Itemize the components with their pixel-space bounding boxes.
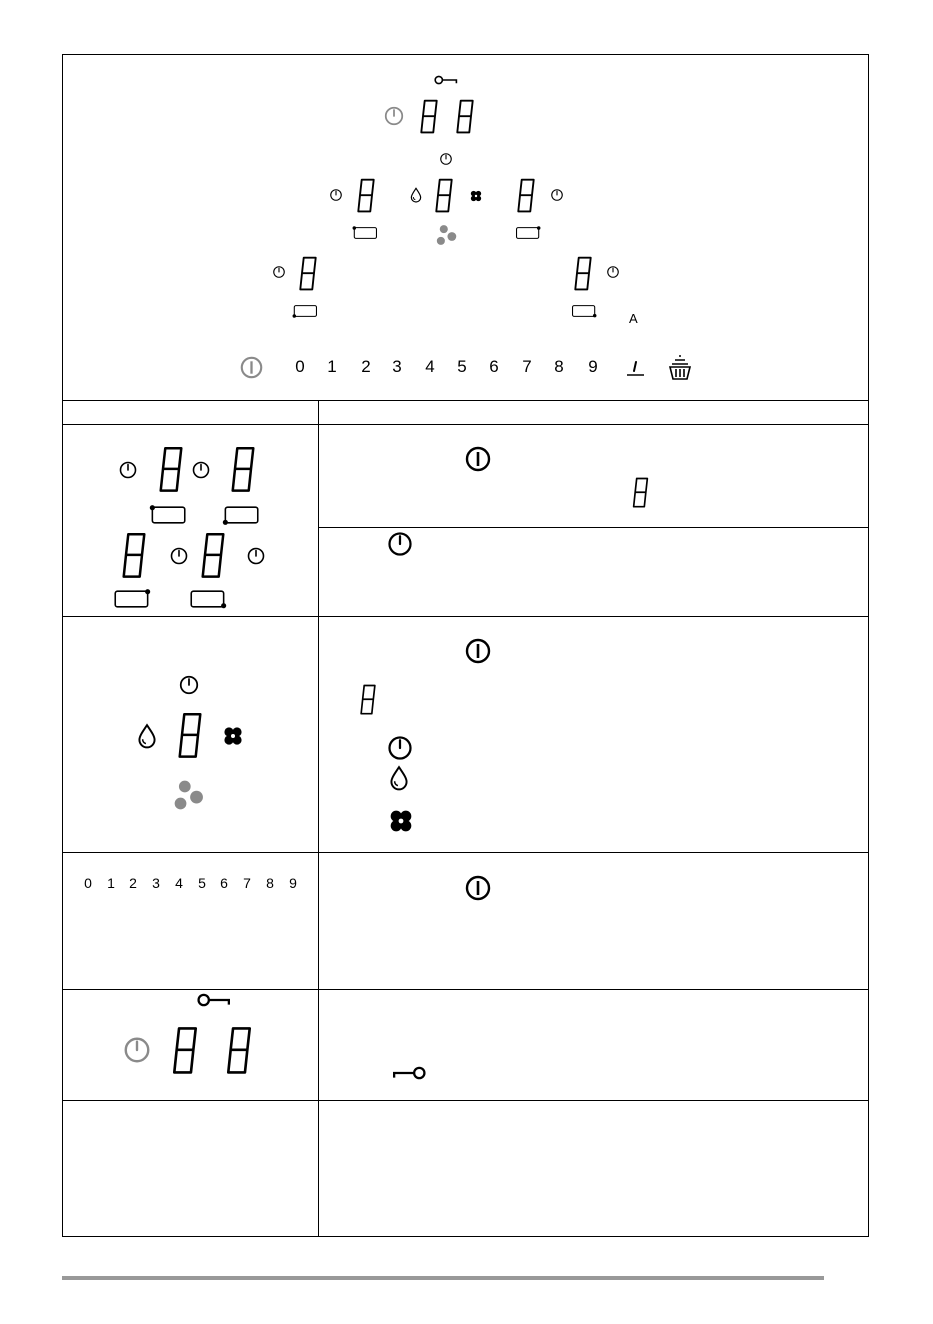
level-digit[interactable]: 7 — [522, 357, 532, 376]
digit-symbol — [361, 686, 375, 714]
level-digit[interactable]: 4 — [425, 357, 435, 376]
auto-indicator: A — [629, 311, 638, 326]
zone-indicator — [150, 505, 185, 523]
timer-digit — [228, 1028, 249, 1072]
power-icon — [467, 448, 489, 470]
level-digit: 4 — [175, 875, 183, 891]
level-digit: 7 — [243, 875, 251, 891]
zone-digit — [203, 534, 224, 576]
level-digit[interactable]: 2 — [361, 357, 371, 376]
level-digit[interactable]: 6 — [489, 357, 499, 376]
level-digit: 1 — [107, 875, 115, 891]
level-digit: 3 — [152, 875, 160, 891]
fan-icon — [175, 781, 203, 810]
water-drop-icon — [391, 767, 406, 789]
level-digit: 5 — [198, 875, 206, 891]
level-digit[interactable]: 5 — [457, 357, 467, 376]
level-digit: 9 — [289, 875, 297, 891]
timer-icon — [126, 1039, 149, 1062]
timer-icon — [121, 463, 136, 478]
water-drop-icon — [139, 725, 154, 747]
hood-digit — [180, 714, 201, 756]
power-icon — [467, 640, 489, 662]
zone-indicator — [115, 589, 150, 607]
timer-digit — [174, 1028, 195, 1072]
footer-rule — [62, 1276, 824, 1280]
timer-icon — [172, 549, 187, 564]
timer-icon — [181, 677, 198, 694]
level-digit[interactable]: 8 — [554, 357, 564, 376]
zone-indicator — [191, 591, 226, 608]
boost-flower-icon — [391, 811, 412, 832]
timer-icon — [390, 534, 411, 555]
level-digit[interactable]: 3 — [392, 357, 402, 376]
level-digit: 8 — [266, 875, 274, 891]
zone-digit — [161, 448, 182, 490]
boost-flower-icon — [224, 727, 241, 744]
level-digit[interactable]: 9 — [588, 357, 598, 376]
key-lock-icon — [199, 995, 229, 1005]
level-digit: 0 — [84, 875, 92, 891]
timer-icon — [249, 549, 264, 564]
level-digit[interactable]: 0 — [295, 357, 305, 376]
level-digit[interactable]: 1 — [327, 357, 337, 376]
digit-symbol — [634, 479, 648, 507]
key-lock-icon — [394, 1068, 424, 1078]
level-digit: 6 — [220, 875, 228, 891]
level-digit: 2 — [129, 875, 137, 891]
timer-icon — [390, 738, 411, 759]
timer-icon — [194, 463, 209, 478]
zone-indicator — [223, 507, 258, 525]
zone-digit — [233, 448, 254, 490]
power-icon — [467, 877, 489, 899]
zone-digit — [124, 534, 145, 576]
